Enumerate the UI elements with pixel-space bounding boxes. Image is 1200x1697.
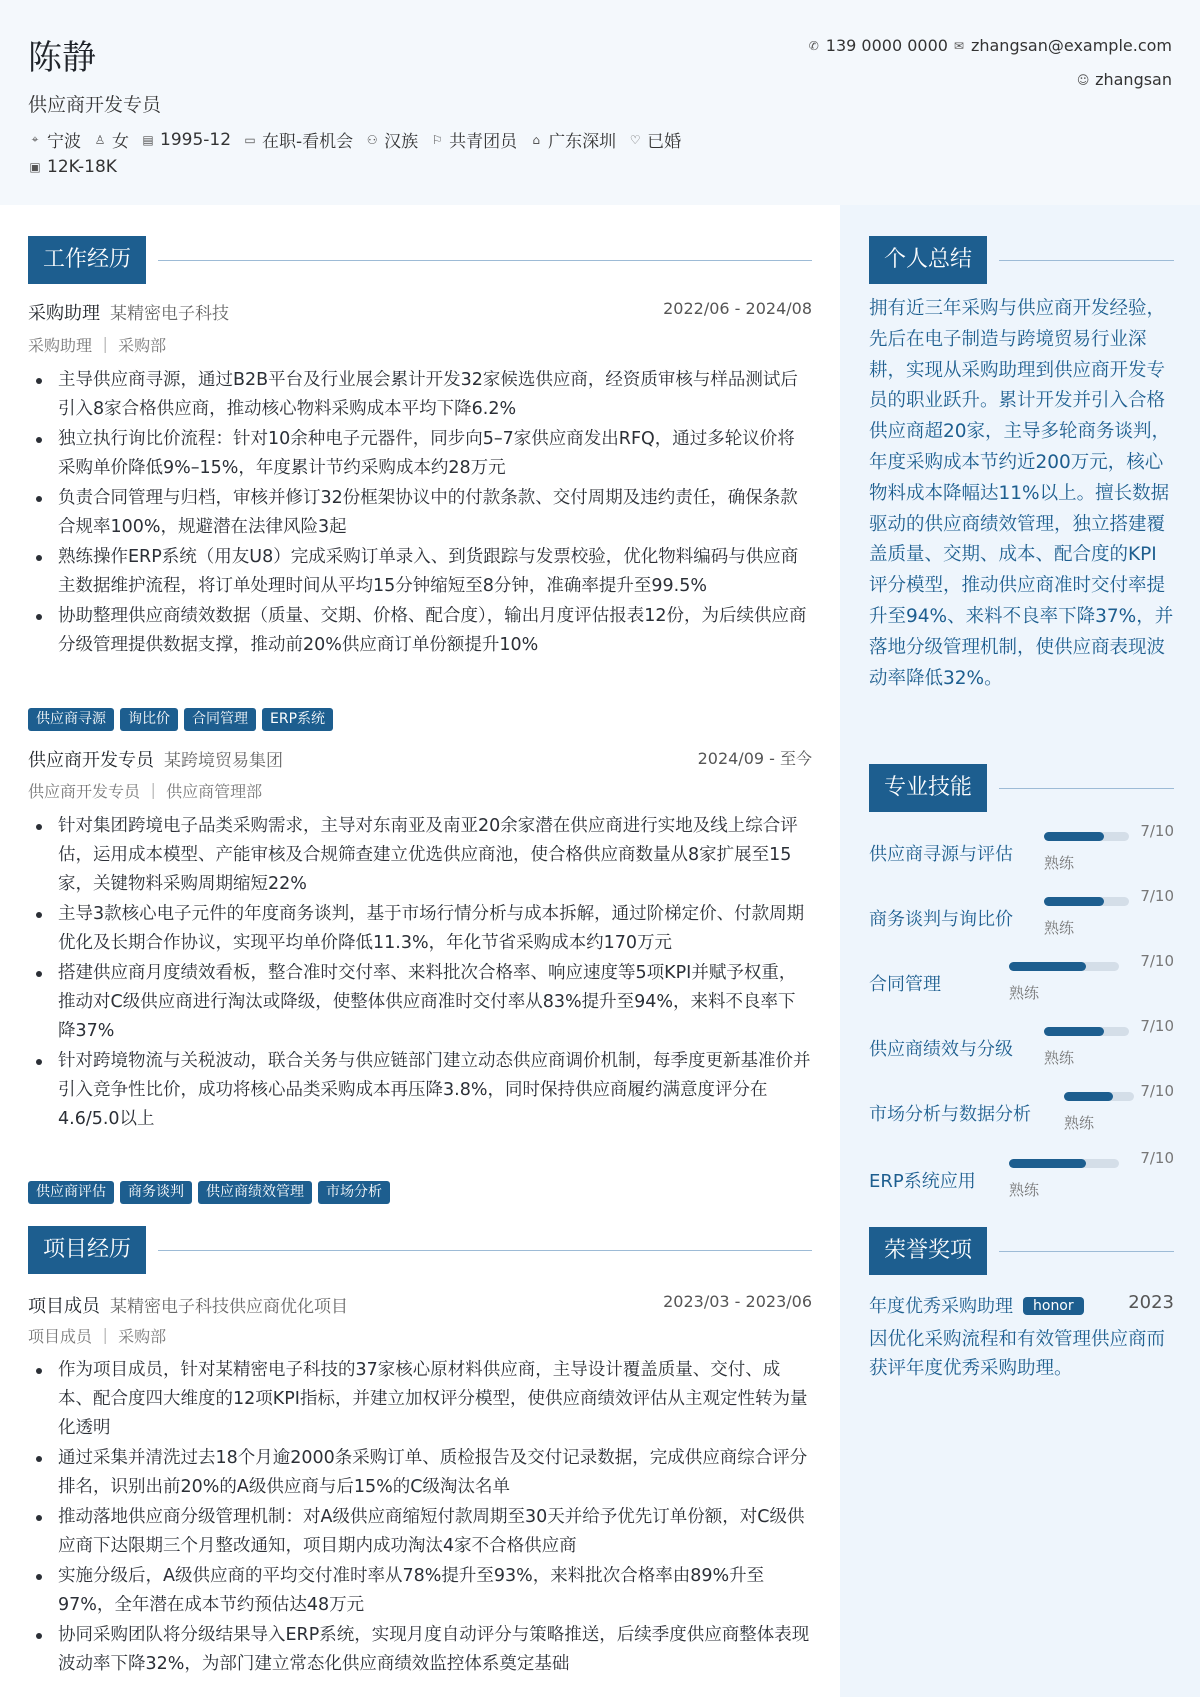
skill-bar bbox=[1009, 1159, 1119, 1168]
section-project-title: 项目经历 bbox=[28, 1226, 812, 1274]
project-role: 项目成员 bbox=[28, 1296, 100, 1317]
project-subtitle: 项目成员 ｜ 采购部 bbox=[28, 1327, 167, 1346]
info-city: ⌂ 广东深圳 bbox=[529, 127, 616, 152]
skill-bar-fill bbox=[1044, 832, 1104, 841]
list-item: 独立执行询比价流程：针对10余种电子元器件，同步向5–7家供应商发出RFQ，通过多轮议价将采购单价降低9%–15%，年度累计节约采购成本约28万元 bbox=[28, 425, 812, 483]
list-item: 通过采集并清洗过去18个月逾2000条采购订单、质检报告及交付记录数据，完成供应商综合评分排名，识别出前20%的A级供应商与后15%的C级淘汰名单 bbox=[28, 1444, 812, 1502]
job-2-header bbox=[28, 746, 812, 772]
job-2-tags bbox=[28, 1181, 390, 1204]
contact-row bbox=[807, 36, 1172, 55]
list-item: 主导3款核心电子元件的年度商务谈判，基于市场行情分析与成本拆解，通过阶梯定价、付款周期优化及长期合作协议，实现平均单价降低11.3%，年化节省采购成本约170万元 bbox=[28, 900, 812, 958]
list-item: 协助整理供应商绩效数据（质量、交期、价格、配合度），输出月度评估报表12份，为后续供应商分级管理提供数据支撑，推动前20%供应商订单份额提升10% bbox=[28, 602, 812, 660]
skill-bar-fill bbox=[1064, 1092, 1113, 1101]
money-icon: ▣ bbox=[29, 160, 41, 174]
skill-score: 7/10 bbox=[1140, 1082, 1174, 1100]
job-2-date: 2024/09 - 至今 bbox=[697, 749, 812, 768]
skill-row bbox=[869, 1149, 1174, 1209]
skill-bar-fill bbox=[1044, 1027, 1104, 1036]
list-item: 实施分级后，A级供应商的平均交付准时率从78%提升至93%，来料批次合格率由89%升至97%，全年潜在成本节约预估达48万元 bbox=[28, 1562, 812, 1620]
skill-name: 供应商寻源与评估 bbox=[869, 844, 1013, 865]
candidate-name: 陈静 bbox=[28, 38, 96, 78]
wechat-icon: ☺ bbox=[1076, 72, 1090, 87]
job-1-subtitle: 采购助理 ｜ 采购部 bbox=[28, 336, 167, 355]
job-2-role: 供应商开发专员 bbox=[28, 750, 154, 771]
location-pin-icon: ⌖ bbox=[31, 132, 39, 146]
list-item: 针对集团跨境电子品类采购需求，主导对东南亚及南亚20余家潜在供应商进行实地及线上综合评估，运用成本模型、产能审核及合规筛查建立优选供应商池，使合格供应商数量从8家扩展至15家，关键物料采购周期缩短22% bbox=[28, 812, 812, 899]
list-item: 协同采购团队将分级结果导入ERP系统，实现月度自动评分与策略推送，后续季度供应商整体表现波动率下降32%，为部门建立常态化供应商绩效监控体系奠定基础 bbox=[28, 1621, 812, 1679]
wechat-row bbox=[1076, 70, 1172, 89]
job-1-tags bbox=[28, 708, 333, 731]
skill-level: 熟练 bbox=[1044, 1049, 1075, 1067]
job-2-subtitle: 供应商开发专员 ｜ 供应商管理部 bbox=[28, 782, 263, 801]
honor-year: 2023 bbox=[1128, 1292, 1174, 1313]
phone-number[interactable]: 139 0000 0000 bbox=[825, 36, 948, 55]
skill-name: 市场分析与数据分析 bbox=[869, 1104, 1031, 1125]
skill-bar bbox=[1064, 1092, 1134, 1101]
job-1-company: 某精密电子科技 bbox=[110, 304, 229, 324]
skill-tag: ERP系统 bbox=[262, 708, 333, 731]
list-item: 推动落地供应商分级管理机制：对A级供应商缩短付款周期至30天并给予优先订单份额，对C级供应商下达限期三个月整改通知，项目期内成功淘汰4家不合格供应商 bbox=[28, 1503, 812, 1561]
project-name: 某精密电子科技供应商优化项目 bbox=[110, 1297, 348, 1317]
info-status: ▭ 在职-看机会 bbox=[244, 132, 354, 152]
section-honors-title: 荣誉奖项 bbox=[869, 1227, 1174, 1275]
list-item: 负责合同管理与归档，审核并修订32份框架协议中的付款条款、交付周期及违约责任，确保条款合规率100%，规避潜在法律风险3起 bbox=[28, 484, 812, 542]
section-skills-title: 专业技能 bbox=[869, 764, 1174, 812]
project-bullets bbox=[28, 1356, 812, 1680]
honor-item bbox=[869, 1292, 1174, 1318]
info-ethnicity: ⚇ 汉族 bbox=[366, 132, 419, 152]
skill-row bbox=[869, 952, 1174, 1012]
home-icon: ⌂ bbox=[532, 132, 540, 147]
info-political: ⚐ 共青团员 bbox=[431, 132, 518, 152]
skill-bar bbox=[1009, 962, 1119, 971]
skill-name: 合同管理 bbox=[869, 974, 941, 995]
info-gender: ♙ 女 bbox=[94, 132, 129, 152]
skill-row bbox=[869, 887, 1174, 947]
skill-tag: 合同管理 bbox=[184, 708, 256, 731]
skill-name: 供应商绩效与分级 bbox=[869, 1039, 1013, 1060]
email-icon: ✉ bbox=[953, 38, 964, 53]
skill-name: ERP系统应用 bbox=[869, 1171, 976, 1192]
section-summary-title: 个人总结 bbox=[869, 236, 1174, 284]
project-header bbox=[28, 1292, 812, 1318]
info-birth: ▤ 1995-12 bbox=[142, 129, 232, 150]
briefcase-icon: ▭ bbox=[244, 132, 256, 147]
skill-score: 7/10 bbox=[1140, 1017, 1174, 1035]
job-1-role: 采购助理 bbox=[28, 303, 100, 324]
skill-level: 熟练 bbox=[1009, 984, 1040, 1002]
job-2-company: 某跨境贸易集团 bbox=[164, 751, 283, 771]
skill-row bbox=[869, 1017, 1174, 1077]
flag-icon: ⚐ bbox=[431, 132, 443, 147]
job-1-date: 2022/06 - 2024/08 bbox=[663, 299, 812, 318]
heart-icon: ♡ bbox=[629, 132, 641, 147]
list-item: 主导供应商寻源，通过B2B平台及行业展会累计开发32家候选供应商，经资质审核与样品测试后引入8家合格供应商，推动核心物料采购成本平均下降6.2% bbox=[28, 366, 812, 424]
skill-tag: 供应商寻源 bbox=[28, 708, 114, 731]
project-date: 2023/03 - 2023/06 bbox=[663, 1292, 812, 1311]
list-item: 搭建供应商月度绩效看板，整合准时交付率、来料批次合格率、响应速度等5项KPI并赋予权重，推动对C级供应商进行淘汰或降级，使整体供应商准时交付率从83%提升至94%，来料不良率下降37% bbox=[28, 959, 812, 1046]
info-hometown: ⌖ 宁波 bbox=[28, 127, 81, 152]
skill-name: 商务谈判与询比价 bbox=[869, 909, 1013, 930]
job-1-bullets bbox=[28, 366, 812, 661]
skill-score: 7/10 bbox=[1140, 952, 1174, 970]
user-icon: ♙ bbox=[94, 132, 106, 147]
personal-info-row bbox=[28, 127, 693, 152]
skill-score: 7/10 bbox=[1140, 822, 1174, 840]
info-salary: ▣ 12K-18K bbox=[29, 157, 117, 177]
info-marital: ♡ 已婚 bbox=[629, 132, 682, 152]
skill-tag: 供应商绩效管理 bbox=[198, 1181, 312, 1204]
job-1-header bbox=[28, 299, 812, 325]
users-icon: ⚇ bbox=[366, 132, 378, 147]
skill-bar bbox=[1044, 832, 1129, 841]
skill-level: 熟练 bbox=[1044, 919, 1075, 937]
list-item: 针对跨境物流与关税波动，联合关务与供应链部门建立动态供应商调价机制，每季度更新基准价并引入竞争性比价，成功将核心品类采购成本再压降3.8%，同时保持供应商履约满意度评分在4.6/5.0以上 bbox=[28, 1047, 812, 1134]
skill-tag: 市场分析 bbox=[318, 1181, 390, 1204]
skill-tag: 询比价 bbox=[120, 708, 178, 731]
skill-bar-fill bbox=[1009, 962, 1086, 971]
wechat-id[interactable]: zhangsan bbox=[1095, 70, 1172, 89]
skill-score: 7/10 bbox=[1140, 1149, 1174, 1167]
skill-tag: 商务谈判 bbox=[120, 1181, 192, 1204]
list-item: 作为项目成员，针对某精密电子科技的37家核心原材料供应商，主导设计覆盖质量、交付、成本、配合度四大维度的12项KPI指标，并建立加权评分模型，使供应商绩效评估从主观定性转为量化透明 bbox=[28, 1356, 812, 1443]
resume-header bbox=[0, 0, 1200, 205]
skill-level: 熟练 bbox=[1064, 1114, 1095, 1132]
skill-bar-fill bbox=[1044, 897, 1104, 906]
calendar-icon: ▤ bbox=[142, 132, 154, 147]
skill-level: 熟练 bbox=[1009, 1181, 1040, 1199]
email-address[interactable]: zhangsan@example.com bbox=[970, 36, 1172, 55]
honor-name: 年度优秀采购助理 bbox=[869, 1296, 1013, 1317]
list-item: 熟练操作ERP系统（用友U8）完成采购订单录入、到货跟踪与发票校验，优化物料编码与供应商主数据维护流程，将订单处理时间从平均15分钟缩短至8分钟，准确率提升至99.5% bbox=[28, 543, 812, 601]
phone-icon: ✆ bbox=[808, 38, 819, 53]
summary-text: 拥有近三年采购与供应商开发经验，先后在电子制造与跨境贸易行业深耕，实现从采购助理到供应商开发专员的职业跃升。累计开发并引入合格供应商超20家，主导多轮商务谈判，年度采购成本节约近200万元，核心物料成本降幅达11%以上。擅长数据驱动的供应商绩效管理，独立搭建覆盖质量、交期、成本、配合度的KPI评分模型，推动供应商准时交付率提升至94%、来料不良率下降37%，并落地分级管理机制，使供应商表现波动率降低32%。 bbox=[869, 298, 1174, 689]
honor-description: 因优化采购流程和有效管理供应商而获评年度优秀采购助理。 bbox=[869, 1329, 1166, 1379]
skill-row bbox=[869, 822, 1174, 882]
section-work-title: 工作经历 bbox=[28, 236, 812, 284]
skill-level: 熟练 bbox=[1044, 854, 1075, 872]
salary-row bbox=[28, 157, 129, 177]
candidate-title: 供应商开发专员 bbox=[28, 94, 162, 116]
honor-badge: honor bbox=[1023, 1297, 1084, 1315]
job-2-bullets bbox=[28, 812, 812, 1135]
skill-score: 7/10 bbox=[1140, 887, 1174, 905]
skill-bar bbox=[1044, 1027, 1129, 1036]
skill-bar-fill bbox=[1009, 1159, 1086, 1168]
skill-tag: 供应商评估 bbox=[28, 1181, 114, 1204]
skill-bar bbox=[1044, 897, 1129, 906]
skill-row bbox=[869, 1082, 1174, 1142]
